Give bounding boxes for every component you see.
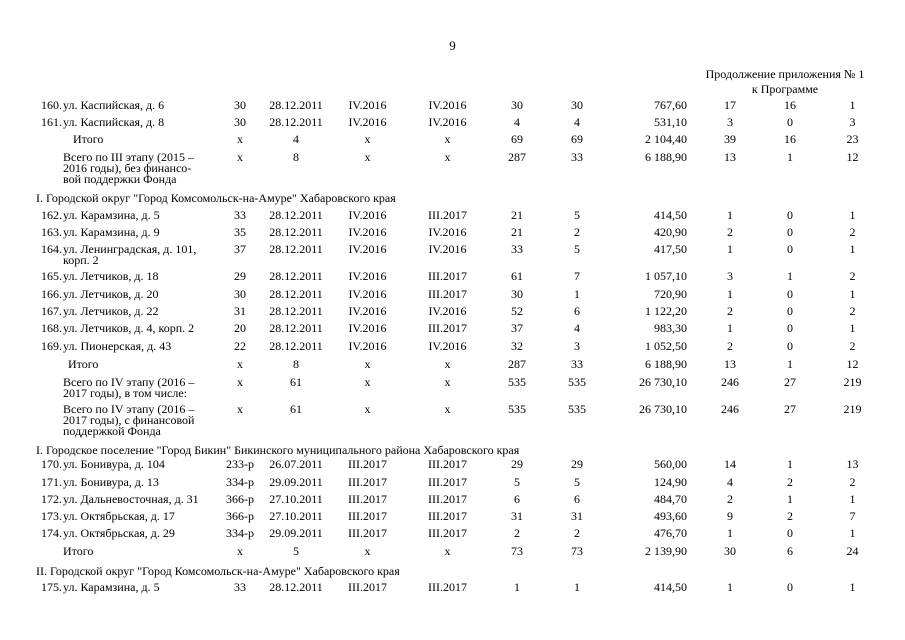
cell-num: 170. — [41, 457, 62, 471]
cell-q1: x — [364, 544, 371, 558]
cell-p2: 1 — [574, 580, 580, 594]
cell-addr: ул. Карамзина, д. 5 — [63, 208, 160, 222]
cell-nd: x — [237, 132, 243, 146]
cell-dt: 26.07.2011 — [269, 457, 323, 471]
cell-nd: 366-р — [226, 509, 254, 523]
cell-v2: 1 — [787, 457, 793, 471]
cell-ar: 560,00 — [654, 457, 687, 471]
cell-v3: 1 — [849, 208, 856, 222]
cell-p1: 73 — [511, 544, 523, 558]
cell-v2: 1 — [787, 357, 793, 371]
cell-p1: 32 — [511, 339, 523, 353]
cell-ar: 493,60 — [654, 509, 687, 523]
cell-v3: 7 — [849, 509, 856, 523]
cell-p1: 52 — [511, 304, 523, 318]
cell-addr: Всего по III этапу (2015 – 2016 годы), без финансо-вой поддержки Фонда — [63, 150, 194, 186]
cell-nd: 31 — [234, 304, 246, 318]
cell-dt: 28.12.2011 — [269, 98, 323, 112]
cell-v1: 246 — [721, 375, 739, 389]
cell-p2: 69 — [571, 132, 583, 146]
cell-nd: 30 — [234, 98, 246, 112]
cell-q2: III.2017 — [428, 321, 467, 335]
cell-q1: IV.2016 — [348, 304, 387, 318]
cell-addr: ул. Октябрьская, д. 29 — [63, 526, 175, 540]
cell-p1: 4 — [514, 115, 520, 129]
cell-q1: III.2017 — [348, 526, 387, 540]
cell-q2: III.2017 — [428, 287, 467, 301]
cell-p2: 1 — [574, 287, 580, 301]
cell-q2: x — [444, 150, 451, 164]
cell-addr: Всего по IV этапу (2016 – 2017 годы), в том числе: — [63, 375, 195, 400]
cell-nd: 334-р — [226, 475, 254, 489]
cell-q1: x — [364, 150, 371, 164]
cell-nd: 29 — [234, 269, 246, 283]
cell-v1: 3 — [727, 269, 733, 283]
cell-p1: 33 — [511, 242, 523, 256]
cell-addr: ул. Октябрьская, д. 17 — [63, 509, 175, 523]
cell-q2: III.2017 — [428, 509, 467, 523]
section-heading: I. Городской округ "Город Комсомольск-на-Амуре" Хабаровского края — [36, 191, 396, 205]
cell-v2: 1 — [787, 492, 793, 506]
cell-num: 174. — [41, 526, 62, 540]
cell-num: 167. — [41, 304, 62, 318]
cell-addr: ул. Пионерская, д. 43 — [63, 339, 172, 353]
cell-v2: 0 — [787, 304, 793, 318]
cell-v3: 2 — [849, 304, 856, 318]
cell-num: 168. — [41, 321, 62, 335]
cell-q1: x — [364, 357, 371, 371]
cell-v1: 1 — [727, 321, 733, 335]
cell-v2: 1 — [787, 150, 793, 164]
cell-num: 164. — [41, 242, 62, 256]
cell-dt: 28.12.2011 — [269, 115, 323, 129]
cell-ar: 417,50 — [654, 242, 687, 256]
cell-v1: 3 — [727, 115, 733, 129]
cell-v1: 13 — [724, 357, 736, 371]
cell-q1: x — [364, 402, 371, 416]
cell-dt: 28.12.2011 — [269, 321, 323, 335]
cell-addr: Итого — [73, 132, 104, 146]
cell-p1: 69 — [511, 132, 523, 146]
cell-q1: IV.2016 — [348, 321, 387, 335]
cell-p2: 5 — [574, 475, 580, 489]
cell-q2: x — [444, 357, 451, 371]
cell-dt: 28.12.2011 — [269, 287, 323, 301]
cell-q2: III.2017 — [428, 457, 467, 471]
section-heading: II. Городской округ "Город Комсомольск-на-Амуре" Хабаровского края — [36, 564, 400, 578]
cell-q1: III.2017 — [348, 457, 387, 471]
cell-p2: 6 — [574, 304, 580, 318]
cell-ar: 767,60 — [654, 98, 687, 112]
cell-num: 172. — [41, 492, 62, 506]
cell-v1: 1 — [727, 580, 733, 594]
cell-dt: 5 — [293, 544, 299, 558]
cell-v3: 1 — [849, 242, 856, 256]
cell-v2: 16 — [784, 98, 796, 112]
cell-q1: IV.2016 — [348, 287, 387, 301]
cell-v3: 2 — [849, 225, 856, 239]
cell-p1: 21 — [511, 225, 523, 239]
cell-nd: 366-р — [226, 492, 254, 506]
cell-p1: 29 — [511, 457, 523, 471]
cell-q1: x — [364, 375, 371, 389]
cell-nd: x — [237, 375, 243, 389]
cell-v3: 12 — [846, 150, 859, 164]
cell-ar: 1 122,20 — [645, 304, 687, 318]
cell-p1: 535 — [508, 375, 526, 389]
cell-nd: 20 — [234, 321, 246, 335]
cell-ar: 6 188,90 — [645, 150, 687, 164]
cell-q1: IV.2016 — [348, 242, 387, 256]
cell-p2: 3 — [574, 339, 580, 353]
cell-p2: 7 — [574, 269, 580, 283]
cell-p2: 4 — [574, 115, 580, 129]
cell-nd: x — [237, 544, 243, 558]
cell-v1: 9 — [727, 509, 733, 523]
cell-ar: 2 104,40 — [645, 132, 687, 146]
cell-dt: 8 — [293, 357, 299, 371]
cell-nd: 33 — [234, 580, 246, 594]
cell-ar: 26 730,10 — [639, 375, 687, 389]
cell-q1: IV.2016 — [348, 225, 387, 239]
cell-p2: 29 — [571, 457, 583, 471]
cell-p1: 30 — [511, 287, 523, 301]
cell-q2: III.2017 — [428, 526, 467, 540]
cell-q2: x — [444, 375, 451, 389]
cell-v3: 219 — [843, 402, 862, 416]
cell-dt: 27.10.2011 — [269, 492, 323, 506]
cell-num: 173. — [41, 509, 62, 523]
cell-v1: 2 — [727, 339, 733, 353]
cell-q2: III.2017 — [428, 208, 467, 222]
cell-q1: III.2017 — [348, 509, 387, 523]
cell-v1: 1 — [727, 287, 733, 301]
continuation-line-1: Продолжение приложения № 1 — [705, 67, 865, 81]
cell-v3: 2 — [849, 269, 856, 283]
cell-dt: 61 — [290, 375, 302, 389]
cell-q2: III.2017 — [428, 475, 467, 489]
cell-v2: 0 — [787, 526, 793, 540]
cell-p2: 30 — [571, 98, 583, 112]
cell-p2: 33 — [571, 150, 583, 164]
cell-q2: IV.2016 — [428, 98, 467, 112]
cell-p1: 535 — [508, 402, 526, 416]
cell-ar: 2 139,90 — [645, 544, 687, 558]
cell-addr: Всего по IV этапу (2016 – 2017 годы), с финансовой поддержкой Фонда — [63, 402, 195, 438]
cell-v2: 1 — [787, 269, 793, 283]
cell-q2: IV.2016 — [428, 304, 467, 318]
cell-addr: Итого — [63, 544, 94, 558]
cell-addr: ул. Летчиков, д. 18 — [63, 269, 159, 283]
cell-ar: 414,50 — [654, 208, 687, 222]
cell-ar: 6 188,90 — [645, 357, 687, 371]
cell-nd: x — [237, 357, 243, 371]
cell-p2: 33 — [571, 357, 583, 371]
cell-q2: x — [444, 544, 451, 558]
cell-q2: IV.2016 — [428, 339, 467, 353]
cell-q2: IV.2016 — [428, 242, 467, 256]
cell-dt: 28.12.2011 — [269, 580, 323, 594]
cell-dt: 29.09.2011 — [269, 475, 323, 489]
cell-ar: 531,10 — [654, 115, 687, 129]
cell-addr: ул. Бонивура, д. 13 — [63, 475, 159, 489]
cell-num: 169. — [41, 339, 62, 353]
cell-v1: 1 — [727, 526, 733, 540]
cell-dt: 61 — [290, 402, 302, 416]
cell-addr: ул. Каспийская, д. 6 — [63, 98, 165, 112]
cell-v2: 0 — [787, 321, 793, 335]
cell-addr: ул. Карамзина, д. 9 — [63, 225, 160, 239]
cell-dt: 28.12.2011 — [269, 269, 323, 283]
cell-addr: ул. Летчиков, д. 4, корп. 2 — [63, 321, 195, 335]
page-number: 9 — [449, 38, 456, 53]
cell-num: 163. — [41, 225, 62, 239]
cell-v3: 12 — [846, 357, 859, 371]
cell-p2: 5 — [574, 208, 580, 222]
cell-v3: 1 — [849, 580, 856, 594]
cell-ar: 26 730,10 — [639, 402, 687, 416]
cell-p1: 37 — [511, 321, 523, 335]
cell-q1: IV.2016 — [348, 98, 387, 112]
cell-q2: III.2017 — [428, 492, 467, 506]
cell-num: 160. — [41, 98, 62, 112]
cell-v3: 1 — [849, 526, 856, 540]
cell-p2: 2 — [574, 526, 580, 540]
cell-v1: 4 — [727, 475, 733, 489]
cell-nd: x — [237, 150, 243, 164]
cell-num: 166. — [41, 287, 62, 301]
cell-q1: IV.2016 — [348, 208, 387, 222]
cell-ar: 420,90 — [654, 225, 687, 239]
cell-v1: 1 — [727, 208, 733, 222]
cell-dt: 28.12.2011 — [269, 339, 323, 353]
cell-nd: 30 — [234, 115, 246, 129]
cell-q1: III.2017 — [348, 492, 387, 506]
cell-dt: 4 — [293, 132, 299, 146]
cell-nd: 30 — [234, 287, 246, 301]
cell-q2: IV.2016 — [428, 115, 467, 129]
cell-nd: 35 — [234, 225, 246, 239]
cell-addr: ул. Бонивура, д. 104 — [63, 457, 165, 471]
cell-p1: 31 — [511, 509, 523, 523]
cell-v1: 14 — [724, 457, 736, 471]
cell-p1: 30 — [511, 98, 523, 112]
cell-p2: 2 — [574, 225, 580, 239]
cell-ar: 983,30 — [654, 321, 687, 335]
cell-v3: 219 — [843, 375, 862, 389]
cell-dt: 8 — [293, 150, 299, 164]
cell-p1: 287 — [508, 150, 526, 164]
continuation-note — [690, 67, 880, 97]
cell-ar: 476,70 — [654, 526, 687, 540]
cell-v3: 3 — [849, 115, 856, 129]
cell-v2: 0 — [787, 580, 793, 594]
cell-q1: IV.2016 — [348, 339, 387, 353]
cell-v1: 1 — [727, 242, 733, 256]
cell-ar: 414,50 — [654, 580, 687, 594]
cell-v1: 17 — [724, 98, 736, 112]
cell-nd: 37 — [234, 242, 246, 256]
cell-v2: 6 — [787, 544, 793, 558]
cell-v3: 2 — [849, 339, 856, 353]
cell-addr: Итого — [68, 357, 99, 371]
cell-v3: 23 — [846, 132, 859, 146]
cell-nd: 33 — [234, 208, 246, 222]
cell-q2: III.2017 — [428, 580, 467, 594]
cell-dt: 28.12.2011 — [269, 208, 323, 222]
cell-addr: ул. Каспийская, д. 8 — [63, 115, 165, 129]
cell-v2: 0 — [787, 339, 793, 353]
cell-v2: 27 — [784, 375, 796, 389]
cell-p2: 4 — [574, 321, 580, 335]
cell-num: 165. — [41, 269, 62, 283]
cell-p1: 5 — [514, 475, 520, 489]
cell-p1: 2 — [514, 526, 520, 540]
cell-v3: 2 — [849, 475, 856, 489]
cell-v1: 2 — [727, 492, 733, 506]
cell-q1: III.2017 — [348, 580, 387, 594]
cell-nd: 334-р — [226, 526, 254, 540]
cell-nd: 233-р — [226, 457, 254, 471]
cell-num: 162. — [41, 208, 62, 222]
cell-addr: ул. Карамзина, д. 5 — [63, 580, 160, 594]
cell-dt: 27.10.2011 — [269, 509, 323, 523]
cell-dt: 28.12.2011 — [269, 242, 323, 256]
cell-p1: 1 — [514, 580, 520, 594]
cell-ar: 1 052,50 — [645, 339, 687, 353]
cell-p1: 21 — [511, 208, 523, 222]
cell-nd: x — [237, 402, 243, 416]
cell-v2: 0 — [787, 242, 793, 256]
cell-v3: 1 — [849, 98, 856, 112]
cell-p2: 31 — [571, 509, 583, 523]
cell-v3: 1 — [849, 287, 856, 301]
cell-v2: 16 — [784, 132, 796, 146]
cell-dt: 28.12.2011 — [269, 225, 323, 239]
cell-p2: 73 — [571, 544, 583, 558]
cell-p1: 6 — [514, 492, 520, 506]
cell-q2: IV.2016 — [428, 225, 467, 239]
cell-v1: 2 — [727, 304, 733, 318]
cell-nd: 22 — [234, 339, 246, 353]
cell-p1: 61 — [511, 269, 523, 283]
cell-p2: 535 — [568, 375, 586, 389]
cell-v3: 1 — [849, 321, 856, 335]
cell-num: 175. — [41, 580, 62, 594]
cell-v3: 13 — [846, 457, 859, 471]
continuation-line-2: к Программе — [751, 82, 819, 96]
cell-q2: x — [444, 402, 451, 416]
cell-ar: 124,90 — [654, 475, 687, 489]
cell-num: 171. — [41, 475, 62, 489]
cell-dt: 29.09.2011 — [269, 526, 323, 540]
cell-addr: ул. Ленинградская, д. 101, корп. 2 — [63, 242, 197, 267]
cell-p1: 287 — [508, 357, 526, 371]
cell-q1: IV.2016 — [348, 115, 387, 129]
cell-v1: 246 — [721, 402, 739, 416]
cell-ar: 1 057,10 — [645, 269, 687, 283]
cell-v2: 0 — [787, 208, 793, 222]
cell-p2: 6 — [574, 492, 580, 506]
cell-v3: 24 — [846, 544, 859, 558]
cell-v2: 2 — [787, 509, 793, 523]
cell-v1: 2 — [727, 225, 733, 239]
cell-dt: 28.12.2011 — [269, 304, 323, 318]
cell-p2: 535 — [568, 402, 586, 416]
section-heading: I. Городское поселение "Город Бикин" Бикинского муниципального района Хабаровского края — [36, 443, 520, 457]
cell-v1: 30 — [724, 544, 736, 558]
cell-addr: ул. Летчиков, д. 20 — [63, 287, 159, 301]
cell-q2: III.2017 — [428, 269, 467, 283]
cell-v1: 13 — [724, 150, 736, 164]
cell-v2: 0 — [787, 287, 793, 301]
cell-q1: III.2017 — [348, 475, 387, 489]
cell-v2: 2 — [787, 475, 793, 489]
cell-v2: 0 — [787, 115, 793, 129]
cell-q1: IV.2016 — [348, 269, 387, 283]
cell-ar: 720,90 — [654, 287, 687, 301]
cell-v1: 39 — [724, 132, 736, 146]
cell-v2: 0 — [787, 225, 793, 239]
cell-v3: 1 — [849, 492, 856, 506]
cell-addr: ул. Дальневосточная, д. 31 — [63, 492, 199, 506]
cell-q2: x — [444, 132, 451, 146]
cell-p2: 5 — [574, 242, 580, 256]
cell-num: 161. — [41, 115, 62, 129]
cell-ar: 484,70 — [654, 492, 687, 506]
cell-addr: ул. Летчиков, д. 22 — [63, 304, 159, 318]
cell-q1: x — [364, 132, 371, 146]
cell-v2: 27 — [784, 402, 796, 416]
